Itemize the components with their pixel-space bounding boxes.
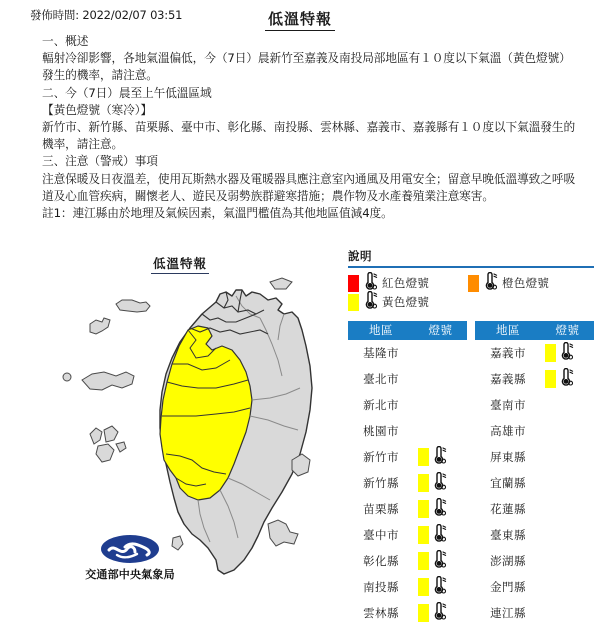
map-island-orchid[interactable] <box>268 520 298 546</box>
table-cell-region: 高雄市 <box>490 423 526 438</box>
table-cell-region: 嘉義市 <box>490 345 526 360</box>
thermometer-icon <box>431 550 447 568</box>
table-row[interactable] <box>348 548 467 574</box>
thermometer-icon <box>482 272 498 290</box>
table-cell-region: 基隆市 <box>363 345 399 360</box>
table-header-left <box>348 321 467 340</box>
signal-thermometer <box>558 368 574 389</box>
table-row[interactable] <box>475 522 594 548</box>
table-cell-region: 澎湖縣 <box>490 553 526 568</box>
signal-color-swatch <box>418 578 429 596</box>
table-header-signal: 燈號 <box>428 323 453 337</box>
table-cell-signal <box>414 446 467 467</box>
legend-item <box>468 272 588 294</box>
table-cell-region: 桃園市 <box>363 423 399 438</box>
table-row[interactable] <box>348 340 467 366</box>
thermometer-icon <box>431 498 447 516</box>
wave-icon <box>101 535 159 563</box>
legend-heading: 說明 <box>348 249 372 263</box>
table-row[interactable] <box>348 366 467 392</box>
signal-thermometer <box>431 498 447 519</box>
table-header-signal: 燈號 <box>555 323 580 337</box>
legend-row <box>348 293 594 312</box>
table-row[interactable] <box>475 366 594 392</box>
legend-label: 橙色燈號 <box>502 276 550 290</box>
cwb-logo <box>65 535 195 582</box>
map-title-text: 低溫特報 <box>151 256 209 274</box>
bulletin-line: 新竹市、新竹縣、苗栗縣、臺中市、彰化縣、南投縣、雲林縣、嘉義市、嘉義縣有１０度以下氣溫發生的 <box>42 120 576 135</box>
map-panel <box>20 248 340 598</box>
bulletin-text <box>42 33 582 222</box>
bulletin-line: 道及心血管疾病，關懷老人、遊民及弱勢族群避寒措施；農作物及水產養殖業注意寒害。 <box>42 188 494 203</box>
signal-color-swatch <box>418 526 429 544</box>
table-cell-signal <box>414 472 467 493</box>
table-cell-region: 苗栗縣 <box>363 501 399 516</box>
table-header-right <box>475 321 594 340</box>
table-cell-region: 臺中市 <box>363 527 399 542</box>
map-island-kinmen[interactable] <box>63 372 134 390</box>
table-cell-signal <box>414 524 467 545</box>
table-cell-region: 新竹縣 <box>363 475 399 490</box>
legend-label: 紅色燈號 <box>382 276 430 290</box>
table-row[interactable] <box>348 418 467 444</box>
signal-color-swatch <box>418 448 429 466</box>
table-row[interactable] <box>475 392 594 418</box>
table-cell-region: 連江縣 <box>490 605 526 620</box>
bulletin-line: 輻射冷卻影響，各地氣溫偏低，今（7日）晨新竹至嘉義及南投局部地區有１０度以下氣溫（黃色燈號） <box>42 51 571 66</box>
map-island-penghu[interactable] <box>90 426 126 462</box>
table-cell-signal <box>414 576 467 597</box>
table-cell-region: 花蓮縣 <box>490 501 526 516</box>
table-cell-region: 彰化縣 <box>363 553 399 568</box>
table-cell-region: 金門縣 <box>490 579 526 594</box>
signal-color-swatch <box>545 344 556 362</box>
table-cell-region: 臺北市 <box>363 371 399 386</box>
thermometer-icon <box>431 602 447 620</box>
signal-color-swatch <box>418 474 429 492</box>
signal-thermometer <box>431 472 447 493</box>
table-row[interactable] <box>475 340 594 366</box>
cwb-logo-mark <box>101 535 159 563</box>
legend-label: 黃色燈號 <box>382 295 430 309</box>
table-row[interactable] <box>475 470 594 496</box>
thermometer-icon <box>431 446 447 464</box>
bulletin-line: 發生的機率，請注意。 <box>42 68 158 83</box>
table-row[interactable] <box>348 444 467 470</box>
legend-divider <box>348 266 594 268</box>
table-row[interactable] <box>348 574 467 600</box>
region-table-right <box>475 321 594 626</box>
table-cell-region: 新北市 <box>363 397 399 412</box>
table-row[interactable] <box>348 392 467 418</box>
signal-color-swatch <box>418 552 429 570</box>
region-tables <box>348 321 594 626</box>
bulletin-line: 註1：連江縣由於地理及氣候因素，氣溫門檻值為其他地區值減4度。 <box>42 206 393 221</box>
table-row[interactable] <box>475 444 594 470</box>
thermometer-icon <box>558 368 574 386</box>
table-cell-signal <box>414 550 467 571</box>
table-header-region: 地區 <box>369 323 393 337</box>
signal-thermometer <box>431 576 447 597</box>
issue-time: 發佈時間: 2022/02/07 03:51 <box>30 8 183 22</box>
table-cell-region: 新竹市 <box>363 449 399 464</box>
page-title <box>0 8 600 29</box>
table-cell-region: 臺東縣 <box>490 527 526 542</box>
table-cell-signal <box>414 498 467 519</box>
table-cell-signal <box>541 342 594 363</box>
legend-color-swatch <box>468 275 479 292</box>
legend-row <box>348 274 594 293</box>
table-row[interactable] <box>475 574 594 600</box>
signal-color-swatch <box>545 370 556 388</box>
thermometer-icon <box>362 291 378 309</box>
legend-list <box>348 274 594 312</box>
signal-thermometer <box>431 602 447 623</box>
legend-panel <box>348 248 594 626</box>
table-row[interactable] <box>348 470 467 496</box>
bulletin-line: 機率，請注意。 <box>42 137 124 152</box>
map-island-pengjia[interactable] <box>270 278 292 289</box>
legend-color-swatch <box>348 294 359 311</box>
signal-thermometer <box>431 550 447 571</box>
table-cell-region: 南投縣 <box>363 579 399 594</box>
table-cell-signal <box>414 602 467 623</box>
table-cell-signal <box>541 368 594 389</box>
thermometer-icon <box>558 342 574 360</box>
signal-color-swatch <box>418 500 429 518</box>
legend-color-swatch <box>348 275 359 292</box>
table-row[interactable] <box>475 496 594 522</box>
table-cell-region: 嘉義縣 <box>490 371 526 386</box>
thermometer-icon <box>431 524 447 542</box>
legend-thermometer <box>362 291 378 313</box>
table-row[interactable] <box>475 600 594 626</box>
map-island-lienchiang[interactable] <box>90 300 150 334</box>
thermometer-icon <box>431 576 447 594</box>
signal-thermometer <box>431 446 447 467</box>
table-cell-region: 雲林縣 <box>363 605 399 620</box>
table-row[interactable] <box>348 600 467 626</box>
table-row[interactable] <box>348 496 467 522</box>
page-title-text: 低溫特報 <box>265 10 335 31</box>
signal-color-swatch <box>418 604 429 622</box>
bulletin-line: 注意保暖及日夜溫差，使用瓦斯熱水器及電暖器具應注意室內通風及用電安全；留意早晚低溫導致之呼吸 <box>42 171 576 186</box>
bulletin-line: 一、概述 <box>42 34 89 48</box>
table-row[interactable] <box>475 418 594 444</box>
bulletin-line: 【黃色燈號（寒冷）】 <box>42 102 153 117</box>
region-table-left <box>348 321 467 626</box>
bulletin-line: 二、今（7日）晨至上午低溫區域 <box>42 85 212 100</box>
table-header-region: 地區 <box>496 323 520 337</box>
bulletin-line: 三、注意（警戒）事項 <box>42 154 158 169</box>
table-cell-region: 宜蘭縣 <box>490 475 526 490</box>
thermometer-icon <box>431 472 447 490</box>
signal-thermometer <box>431 524 447 545</box>
legend-thermometer <box>482 272 498 294</box>
table-row[interactable] <box>475 548 594 574</box>
signal-thermometer <box>558 342 574 363</box>
thermometer-icon <box>362 272 378 290</box>
table-cell-region: 臺南市 <box>490 397 526 412</box>
table-row[interactable] <box>348 522 467 548</box>
legend-item <box>348 291 468 313</box>
cwb-logo-label: 交通部中央氣象局 <box>85 568 175 581</box>
table-cell-region: 屏東縣 <box>490 449 526 464</box>
